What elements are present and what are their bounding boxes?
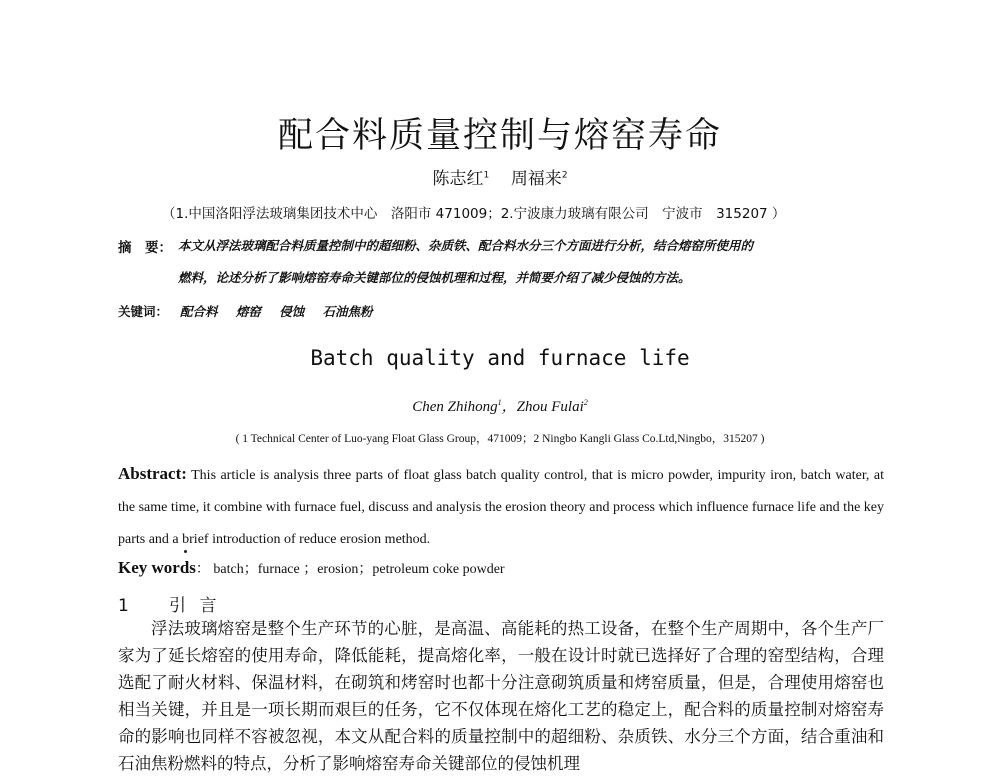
abstract-en-text: This article is analysis three parts of float glass batch quality control, that is micro powder, impurity iron, batch water, at the same time, it combine with furnace fuel, discuss and analysis the erosion theory and process which influence furnace life and the key parts and a brief introduction of reduce erosion method. xyxy=(118,468,884,547)
paper-title-cn: 配合料质量控制与熔窑寿命 xyxy=(277,116,722,156)
author-separator: ， xyxy=(501,399,517,415)
abstract-en-label: Abstract: xyxy=(118,464,187,483)
keywords-cn-label: 关键词： xyxy=(118,304,169,319)
abstract-cn-line: 燃料，论述分析了影响熔窑寿命关键部位的侵蚀机理和过程，并简要介绍了减少侵蚀的方法。 xyxy=(178,270,691,285)
author-name: 周福来 xyxy=(510,169,562,189)
author-name: Chen Zhihong xyxy=(412,399,498,415)
authors-en xyxy=(0,395,1000,416)
abstract-cn-line: 本文从浮法玻璃配合料质量控制中的超细粉、杂质铁、配合料水分三个方面进行分析，结合熔窑所使用的 xyxy=(178,238,754,253)
body-text xyxy=(118,615,884,777)
paper-title-en: Batch quality and furnace life xyxy=(310,346,690,370)
author-name: Zhou Fulai xyxy=(516,399,584,415)
affiliation-cn: （1.中国洛阳浮法玻璃集团技术中心 洛阳市 471009；2.宁波康力玻璃有限公司 宁波市 315207 ） xyxy=(162,206,786,222)
keywords-en-text: batch；furnace ；erosion；petroleum coke powder xyxy=(213,562,505,577)
section-number: 1 xyxy=(118,596,129,616)
affiliation-en: ( 1 Technical Center of Luo-yang Float Glass Group，471009；2 Ningbo Kangli Glass Co.Ltd,Ningbo，315207 ) xyxy=(235,433,765,445)
author-affiliation-mark: 2 xyxy=(561,170,568,181)
keywords-en-label: Key words xyxy=(118,558,196,577)
keywords-cn: 配合料 熔窑 侵蚀 石油焦粉 xyxy=(180,304,373,319)
author-affiliation-mark: 1 xyxy=(483,170,490,181)
keywords-en xyxy=(118,558,505,578)
author-affiliation-mark: 2 xyxy=(583,398,588,407)
abstract-en xyxy=(118,458,884,556)
stray-dot xyxy=(184,550,187,553)
abstract-cn-label: 摘 要： xyxy=(118,240,172,256)
keywords-en-colon: ： xyxy=(195,562,210,577)
section-heading xyxy=(118,591,216,616)
author-affiliation-mark: 1 xyxy=(497,398,502,407)
authors-cn xyxy=(0,164,1000,189)
section-title: 引 言 xyxy=(169,596,217,616)
body-paragraph: 浮法玻璃熔窑是整个生产环节的心脏，是高温、高能耗的热工设备，在整个生产周期中，各个生产厂家为了延长熔窑的使用寿命，降低能耗，提高熔化率，一般在设计时就已选择好了合理的窑型结构，合理选配了耐火材料、保温材料，在砌筑和烤窑时也都十分注意砌筑质量和烤窑质量，但是，合理使用熔窑也相当关键，并且是一项长期而艰巨的任务，它不仅体现在熔化工艺的稳定上，配合料的质量控制对熔窑寿命的影响也同样不容被忽视，本文从配合料的质量控制中的超细粉、杂质铁、水分三个方面，结合重油和石油焦粉燃料的特点，分析了影响熔窑寿命关键部位的侵蚀机理 xyxy=(118,619,884,773)
author-name: 陈志红 xyxy=(432,169,484,189)
